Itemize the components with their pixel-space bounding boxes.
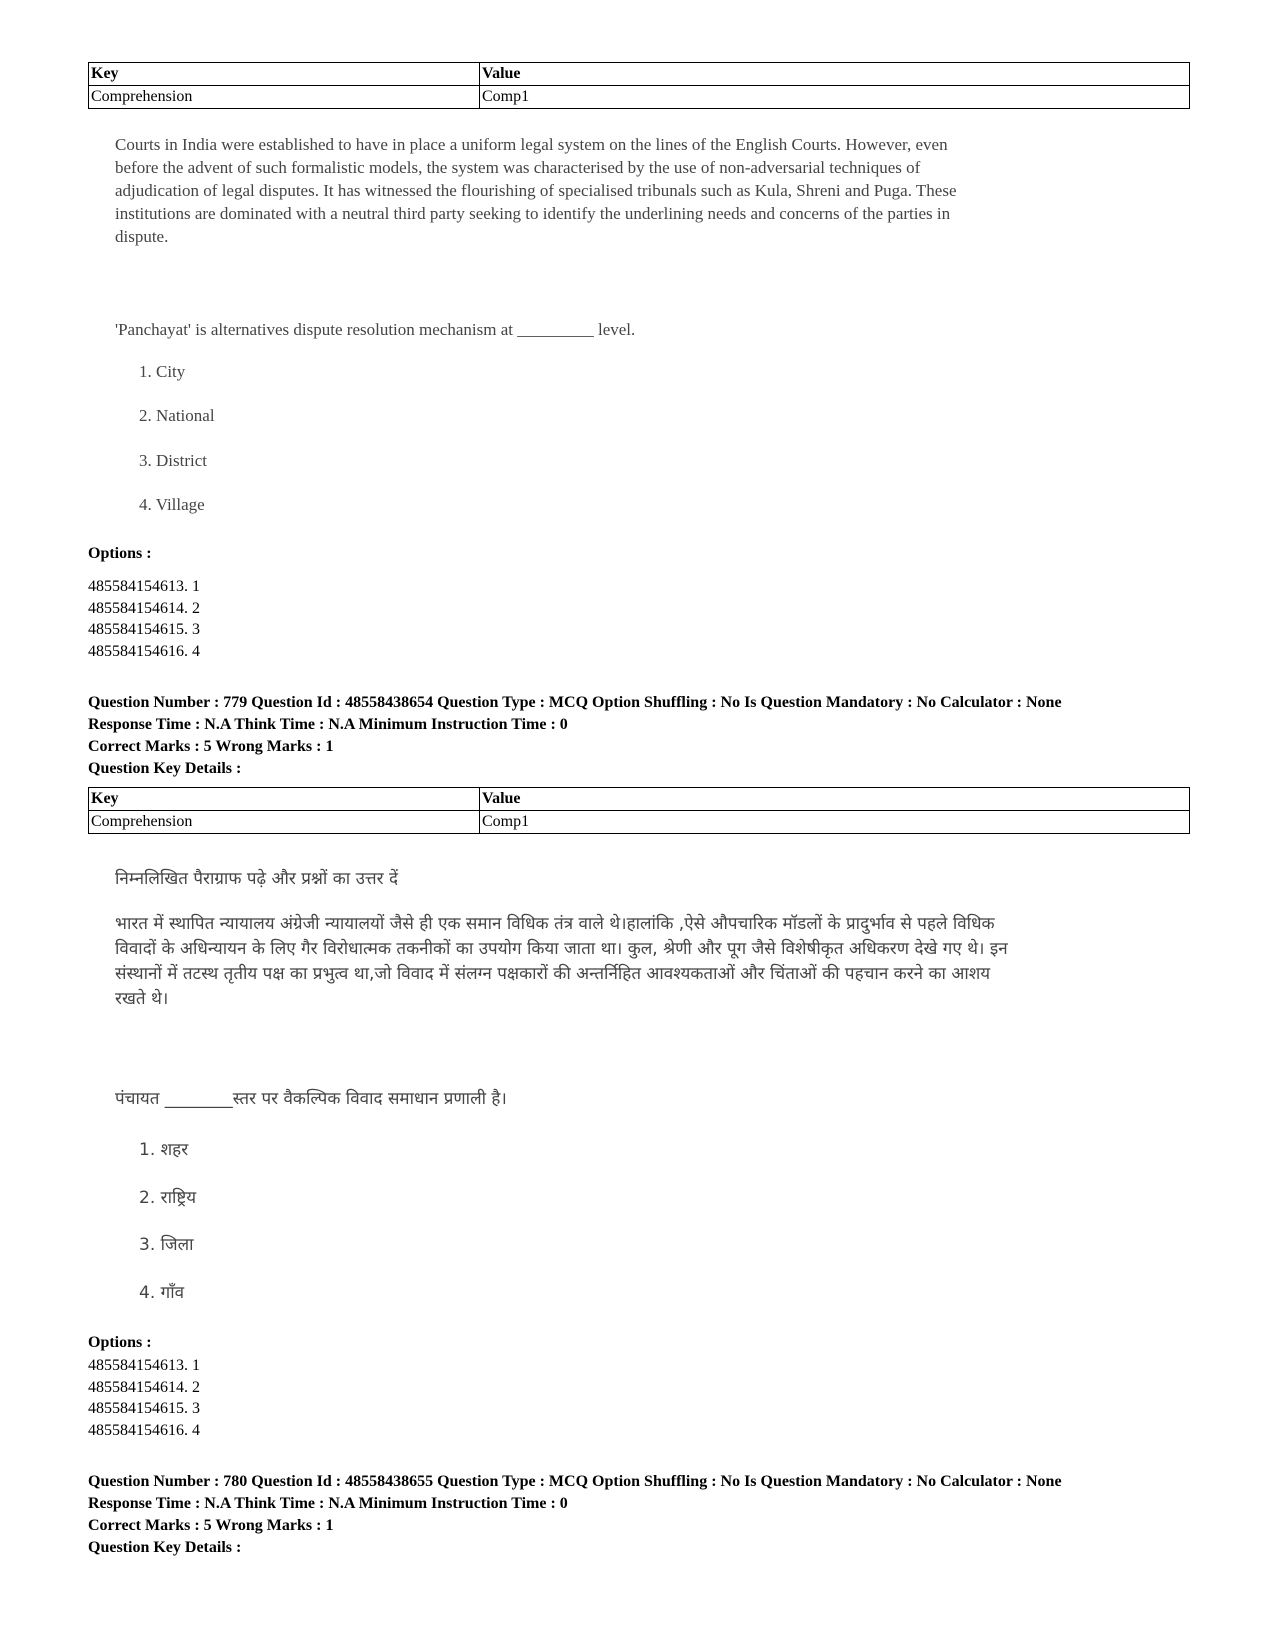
key-value-table — [88, 62, 1190, 109]
question-info-line: Question Number : 779 Question Id : 48558438654 Question Type : MCQ Option Shuffling : No Is Question Mandatory : No Calculator : None — [88, 694, 1062, 711]
value-header: Value — [480, 63, 1190, 86]
option-id: 485584154614. 2 — [88, 599, 200, 617]
key-header: Key — [89, 788, 480, 811]
options-label: Options : — [88, 1334, 152, 1351]
option-id: 485584154613. 1 — [88, 1357, 200, 1374]
option-id: 485584154616. 4 — [88, 1421, 200, 1439]
choice-hindi: 2. राष्ट्रिय — [139, 1188, 197, 1208]
choice-english: 3. District — [139, 451, 207, 470]
instruction-hindi: निम्नलिखित पैराग्राफ पढ़े और प्रश्नों का उत्तर दें — [115, 869, 399, 889]
question-hindi: पंचायत ________स्तर पर वैकल्पिक विवाद समाधान प्रणाली है। — [115, 1089, 507, 1109]
question-meta-779 — [88, 692, 1238, 780]
passage-english: Courts in India were established to have in place a uniform legal system on the lines of the English Courts. However, even before the advent of such formalistic models, the system was characterised by the use of non-adversarial techniques of adjudication of legal disputes. It has witnessed the flourishing of specialised tribunals such as Kula, Shreni and Puga. These institutions are dominated with a neutral third party seeking to identify the underlining needs and concerns of the parties in dispute. — [115, 135, 957, 246]
choice-hindi: 4. गाँव — [139, 1283, 185, 1303]
value-cell: Comp1 — [480, 811, 1190, 834]
choice-english: 4. Village — [139, 495, 205, 514]
key-details-label: Question Key Details : — [88, 760, 242, 777]
option-id: 485584154615. 3 — [88, 621, 200, 638]
options-list — [88, 576, 200, 662]
choice-english: 1. City — [139, 362, 186, 381]
key-value-table — [88, 787, 1190, 834]
key-cell: Comprehension — [89, 811, 480, 834]
question-english: 'Panchayat' is alternatives dispute resolution mechanism at _________ level. — [115, 320, 636, 339]
marks-line: Correct Marks : 5 Wrong Marks : 1 — [88, 1517, 334, 1534]
option-id: 485584154613. 1 — [88, 578, 200, 595]
key-header: Key — [89, 63, 480, 86]
key-cell: Comprehension — [89, 86, 480, 109]
option-id: 485584154615. 3 — [88, 1400, 200, 1417]
option-id: 485584154616. 4 — [88, 642, 200, 660]
value-header: Value — [480, 788, 1190, 811]
marks-line: Correct Marks : 5 Wrong Marks : 1 — [88, 738, 334, 755]
choice-hindi: 1. शहर — [139, 1140, 189, 1160]
passage-hindi: भारत में स्थापित न्यायालय अंग्रेजी न्यायालयों जैसे ही एक समान विधिक तंत्र वाले थे।हालांकि ,ऐसे औपचारिक मॉडलों के प्रादुर्भाव से पहले विधिक विवादों के अधिन्यायन के लिए गैर विरोधात्मक तकनीकों का उपयोग किया जाता था। कुल, श्रेणी और पूग जैसे विशेषीकृत अधिकरण देखे गए थे। इन संस्थानों में तटस्थ तृतीय पक्ष का प्रभुत्व था,जो विवाद में संलग्न पक्षकारों की अन्तर्निहित आवश्यकताओं और चिंताओं की पहचान करने का आशय रखते थे। — [115, 914, 1008, 1009]
response-time-line: Response Time : N.A Think Time : N.A Minimum Instruction Time : 0 — [88, 1495, 568, 1512]
response-time-line: Response Time : N.A Think Time : N.A Minimum Instruction Time : 0 — [88, 716, 568, 733]
options-list — [88, 1355, 200, 1441]
choice-hindi: 3. जिला — [139, 1235, 194, 1255]
value-cell: Comp1 — [480, 86, 1190, 109]
options-label: Options : — [88, 545, 152, 562]
question-meta-780 — [88, 1471, 1238, 1559]
choice-english: 2. National — [139, 406, 215, 425]
key-details-label: Question Key Details : — [88, 1539, 242, 1556]
question-info-line: Question Number : 780 Question Id : 48558438655 Question Type : MCQ Option Shuffling : No Is Question Mandatory : No Calculator : None — [88, 1473, 1062, 1490]
option-id: 485584154614. 2 — [88, 1378, 200, 1396]
